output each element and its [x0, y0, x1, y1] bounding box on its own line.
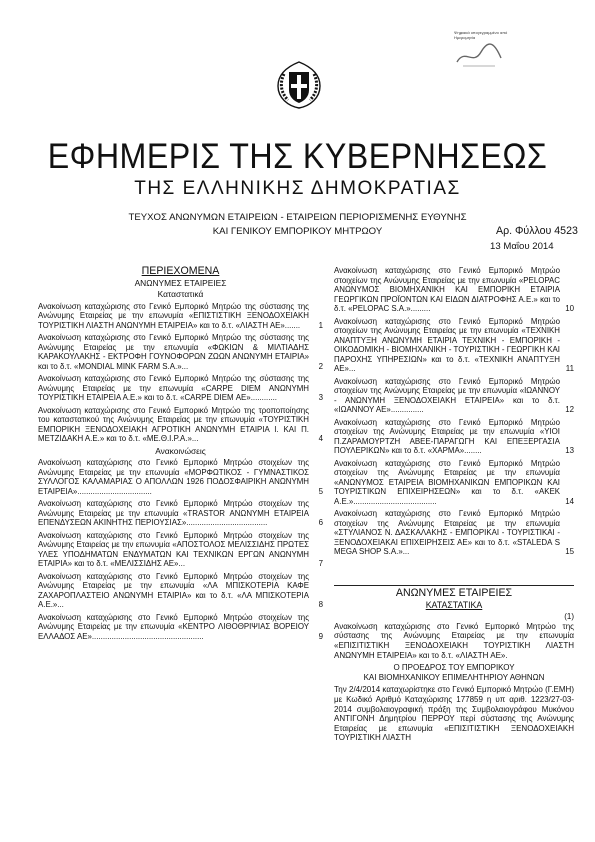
section-divider	[334, 585, 574, 586]
digital-signature-text	[454, 30, 507, 40]
toc-entry[interactable]	[334, 509, 574, 557]
toc-entry[interactable]	[38, 572, 323, 610]
signature-stamp-icon	[455, 40, 503, 70]
toc-subsection-title: Ανακοινώσεις	[155, 445, 206, 456]
president-title: ΚΑΙ ΒΙΟΜΗΧΑΝΙΚΟΥ ΕΠΙΜΕΛΗΤΗΡΙΟΥ ΑΘΗΝΩΝ	[363, 672, 545, 682]
toc-entry[interactable]	[38, 302, 323, 331]
toc-entry-number: 6	[318, 518, 323, 527]
toc-entry[interactable]	[38, 406, 323, 444]
toc-entry[interactable]	[38, 333, 323, 371]
body-paragraph: Την 2/4/2014 καταχωρίστηκε στο Γενικό Εμπορικό Μητρώο (Γ.ΕΜΗ) με Κωδικό Αριθμό Καταχώρισης 177859 η υπ αριθ. 1223/27-03-2014 συμβολαιογραφική πράξη της Συμβολαιογράφου Μυκόνου ΑΝΤΙΓΟΝΗ Δημητρίου ΠΕΡΡΟΥ περί σύστασης της Ανώνυμης Εταιρείας με επωνυμία «ΕΠΙΣΙΤΙΣΤΙΚΗ ΞΕΝΟΔΟΧΕΙΑΚΗ ΤΟΥΡΙΣΤΙΚΗ ΛΙΑΣΤΗ	[334, 685, 574, 743]
issue-date: 13 Μαΐου 2014	[490, 241, 554, 252]
toc-subsection-title: Καταστατικά	[157, 289, 204, 299]
toc-entry-number: 14	[565, 496, 574, 506]
president-title: Ο ΠΡΟΕΔΡΟΣ ΤΟΥ ΕΜΠΟΡΙΚΟΥ	[393, 663, 515, 673]
sheet-number: Αρ. Φύλλου 4523	[496, 225, 578, 237]
toc-heading: ΠΕΡΙΕΧΟΜΕΝΑ	[141, 265, 220, 277]
toc-entry-number: 10	[565, 304, 574, 313]
gazette-title: ΕΦΗΜΕΡΙΣ ΤΗΣ ΚΥΒΕΡΝΗΣΕΩΣ	[47, 137, 548, 176]
item-intro: Ανακοίνωση καταχώρισης στο Γενικό Εμπορικό Μητρώο της σύστασης της Ανώνυμης Εταιρείας με την επωνυμία «ΕΠΙΣΙΤΙΣΤΙΚΗ ΞΕΝΟΔΟΧΕΙΑΚΗ ΤΟΥΡΙΣΤΙΚΗ ΛΙΑΣΤΗ ΑΝΩΝΥΜΗ ΕΤΑΙΡΕΙΑ» και το δ.τ. «ΛΙΑΣΤΗ ΑΕ».	[334, 621, 574, 660]
toc-entry-number: 11	[565, 364, 574, 373]
issue-type-line: ΚΑΙ ΓΕΝΙΚΟΥ ΕΜΠΟΡΙΚΟΥ ΜΗΤΡΩΟΥ	[212, 226, 383, 237]
toc-entry-text: Ανακοίνωση καταχώρισης στο Γενικό Εμπορικό Μητρώο της τροποποίησης του καταστατικού της Ανώνυμης Εταιρείας με την επωνυμία «ΤΟΥΡΙΣΤΙΚΗ ΕΜΠΟΡΙΚΗ ΞΕΝΟΔΟΧΕΙΑΚΗ ΑΓΡΟΤΙΚΗ ΑΝΩΝΥΜΗ ΕΤΑΙΡΙΑ Ι. ΚΑΙ Π. ΜΕΤΖΙΔΑΚΗ Α.Ε.» και το δ.τ. «ΜΕ.Θ.Ι.Ρ.Α.»...	[38, 405, 309, 443]
toc-entry-number: 15	[565, 547, 574, 556]
toc-left-column	[38, 264, 323, 644]
toc-entry[interactable]	[38, 499, 323, 528]
toc-entry[interactable]	[334, 418, 574, 456]
toc-entry-text: Ανακοίνωση καταχώρισης στο Γενικό Εμπορικό Μητρώο της σύστασης της Ανώνυμης Εταιρείας με την επωνυμία «ΕΠΙΣΤΙΣΤΙΚΗ ΞΕΝΟΔΟΧΕΙΑΚΗ ΤΟΥΡΙΣΤΙΚΗ ΛΙΑΣΤΗ ΑΝΩΝΥΜΗ ΕΤΑΙΡΕΙΑ» και το δ.τ. «ΛΙΑΣΤΗ ΑΕ».......	[38, 301, 309, 330]
toc-entry-text: Ανακοίνωση καταχώρισης στο Γενικό Εμπορικό Μητρώο στοιχείων της Ανώνυμης Εταιρείας με την επωνυμία «ΚΕΝΤΡΟ ΛΙΘΟΘΡΙΨΙΑΣ ΒΟΡΕΙΟΥ ΕΛΛΑΔΟΣ ΑΕ»...................................................	[38, 612, 309, 641]
toc-entry[interactable]	[334, 459, 574, 507]
toc-entry-number: 5	[318, 486, 323, 496]
toc-entry[interactable]	[334, 377, 574, 415]
signature-line: Ημερομηνία	[454, 35, 476, 40]
signature-line: Ψηφιακά υπογεγραμμένο από	[454, 30, 508, 35]
toc-entry-number: 7	[318, 559, 323, 568]
toc-entry-number: 9	[318, 631, 323, 641]
issue-type-line: ΤΕΥΧΟΣ ΑΝΩΝΥΜΩΝ ΕΤΑΙΡΕΙΩΝ - ΕΤΑΙΡΕΙΩΝ ΠΕΡΙΟΡΙΣΜΕΝΗΣ ΕΥΘΥΝΗΣ	[128, 212, 467, 223]
gazette-subtitle: ΤΗΣ ΕΛΛΗΝΙΚΗΣ ΔΗΜΟΚΡΑΤΙΑΣ	[134, 178, 461, 199]
toc-entry-number: 13	[565, 446, 574, 455]
toc-right-column	[334, 266, 574, 560]
toc-entry-text: Ανακοίνωση καταχώρισης στο Γενικό Εμπορικό Μητρώο στοιχείων της Ανώνυμης Εταιρείας με την επωνυμία «ΑΝΩΝΥΜΟΣ ΕΤΑΙΡΕΙΑ ΒΙΟΜΗΧΑΝΙΚΩΝ ΕΜΠΟΡΙΚΩΝ ΚΑΙ ΤΟΥΡΙΣΤΙΚΩΝ ΕΠΙΧΕΙΡΗΣΕΩΝ» και το δ.τ. «ΑΚΕΚ Α.Ε.»......................................	[334, 458, 560, 506]
toc-entry[interactable]	[334, 317, 574, 374]
toc-entry-text: Ανακοίνωση καταχώρισης στο Γενικό Εμπορικό Μητρώο στοιχείων της Ανώνυμης Εταιρείας με την επωνυμία «ΙΩΑΝΝΟΥ - ΑΝΩΝΥΜΗ ΞΕΝΟΔΟΧΕΙΑΚΗ ΕΤΑΙΡΕΙΑ» και το δ.τ. «ΙΩΑΝΝΟΥ ΑΕ»...............	[334, 376, 560, 414]
toc-entry-text: Ανακοίνωση καταχώρισης στο Γενικό Εμπορικό Μητρώο στοιχείων της Ανώνυμης Εταιρείας με την επωνυμία «ΜΟΡΦΩΤΙΚΟΣ - ΓΥΜΝΑΣΤΙΚΟΣ ΣΥΛΛΟΓΟΣ ΚΑΛΑΜΑΡΙΑΣ Ο ΑΠΟΛΛΩΝ 1926 ΠΟΔΟΣΦΑΙΡΙΚΗ ΑΝΩΝΥΜΗ ΕΤΑΙΡΕΙΑ»..................................	[38, 458, 309, 496]
toc-entry-text: Ανακοίνωση καταχώρισης στο Γενικό Εμπορικό Μητρώο της σύστασης της Ανώνυμης Εταιρείας με την επωνυμία «ΦΩΚΙΩΝ & ΜΙΛΤΙΑΔΗΣ ΚΑΡΑΚΟΥΛΑΚΗΣ - ΕΚΤΡΟΦΗ ΓΟΥΝΟΦΟΡΩΝ ΖΩΩΝ ΑΝΩΝΥΜΗ ΕΤΑΙΡΙΑ» και το δ.τ. «MONDIAL MINK FARM S.A.»...	[38, 333, 309, 371]
body-heading: ΑΝΩΝΥΜΕΣ ΕΤΑΙΡΕΙΕΣ	[395, 587, 513, 599]
toc-section-title: ΑΝΩΝΥΜΕΣ ΕΤΑΙΡΕΙΕΣ	[134, 277, 227, 288]
toc-entry[interactable]	[38, 531, 323, 569]
toc-entry-text: Ανακοίνωση καταχώρισης στο Γενικό Εμπορικό Μητρώο στοιχείων της Ανώνυμης Εταιρείας με την επωνυμία «ΣΤΥΛΙΑΝΟΣ Ν. ΔΑΣΚΑΛΑΚΗΣ - ΕΜΠΟΡΙΚΑΙ - ΤΟΥΡΙΣΤΙΚΑΙ - ΞΕΝΟΔΟΧΕΙΑΚΑΙ ΕΠΙΧΕΙΡΗΣΕΙΣ ΑΕ» και το δ.τ. «STALEDA S MEGA SHOP S.A.»...	[334, 509, 560, 556]
toc-entry-text: Ανακοίνωση καταχώρισης στο Γενικό Εμπορικό Μητρώο στοιχείων της Ανώνυμης Εταιρείας με την επωνυμία «ΥΙΟΙ Π.ΖΑΡΑΜΟΥΡΤΖΗ ΑΒΕΕ-ΠΑΡΑΓΩΓΗ ΚΑΙ ΕΠΕΞΕΡΓΑΣΙΑ ΠΟΥΛΕΡΙΚΩΝ» και το δ.τ. «ΧΑΡΜΑ»........	[334, 417, 560, 455]
toc-entry-text: Ανακοίνωση καταχώρισης στο Γενικό Εμπορικό Μητρώο στοιχείων της Ανώνυμης Εταιρείας με την επωνυμία «ΑΠΟΣΤΟΛΟΣ ΜΕΛΙΣΣΙΔΗΣ ΠΡΩΤΕΣ ΥΛΕΣ ΥΠΟΔΗΜΑΤΩΝ ΕΝΔΥΜΑΤΩΝ ΚΑΙ ΤΕΧΝΙΚΩΝ ΕΡΓΩΝ ΑΝΩΝΥΜΗ ΕΤΑΙΡΙΑ» και το δ.τ. «ΜΕΛΙΣΣΙΔΗΣ ΑΕ»...	[38, 530, 309, 568]
toc-entry-number: 8	[318, 600, 323, 609]
toc-entry-text: Ανακοίνωση καταχώρισης στο Γενικό Εμπορικό Μητρώο στοιχείων της Ανώνυμης Εταιρείας με την επωνυμία «ΤΕΧΝΙΚΗ ΑΝΑΠΤΥΞΗ ΑΝΩΝΥΜΗ ΕΤΑΙΡΙΑ ΤΕΧΝΙΚΗ - ΕΜΠΟΡΙΚΗ - ΟΙΚΟΔΟΜΙΚΗ - ΒΙΟΜΗΧΑΝΙΚΗ - ΤΟΥΡΙΣΤΙΚΗ - ΓΕΩΡΓΙΚΗ ΚΑΙ ΠΑΡΟΧΗΣ ΥΠΗΡΕΣΙΩΝ» και το δ.τ. «ΤΕΧΝΙΚΗ ΑΝΑΠΤΥΞΗ ΑΕ»...	[334, 316, 560, 373]
toc-entry-number: 2	[318, 361, 323, 371]
toc-entry-number: 4	[318, 434, 323, 443]
toc-entry-number: 12	[565, 405, 574, 414]
toc-entry[interactable]	[38, 374, 323, 403]
toc-entry[interactable]	[38, 613, 323, 642]
toc-entry-number: 3	[318, 393, 323, 402]
greek-coat-of-arms-icon	[274, 60, 324, 110]
body-section	[334, 589, 574, 746]
toc-entry-text: Ανακοίνωση καταχώρισης στο Γενικό Εμπορικό Μητρώο στοιχείων της Ανώνυμης Εταιρείας με την επωνυμία «ΛΑ ΜΠΙΣΚΟΤΕΡΙΑ ΚΑΦΕ ΖΑΧΑΡΟΠΛΑΣΤΕΙΟ ΑΝΩΝΥΜΗ ΕΤΑΙΡΙΑ» και το δ.τ. «ΛΑ ΜΠΙΣΚΟΤΕΡΙΑ Α.Ε.»...	[38, 571, 309, 609]
toc-entry-number: 1	[318, 320, 323, 330]
body-subheading: ΚΑΤΑΣΤΑΤΙΚΑ	[425, 599, 483, 610]
toc-entry[interactable]	[334, 266, 574, 314]
item-number: (1)	[564, 612, 574, 622]
toc-entry[interactable]	[38, 458, 323, 496]
toc-entry-text: Ανακοίνωση καταχώρισης στο Γενικό Εμπορικό Μητρώο στοιχείων της Ανώνυμης Εταιρείας με την επωνυμία «PELOPAC ΑΝΩΝΥΜΟΣ ΒΙΟΜΗΧΑΝΙΚΗ ΚΑΙ ΕΜΠΟΡΙΚΗ ΕΤΑΙΡΙΑ ΓΕΩΡΓΙΚΩΝ ΠΡΟΪΟΝΤΩΝ ΚΑΙ ΕΙΔΩΝ ΔΙΑΤΡΟΦΗΣ Α.Ε.» και το δ.τ. «PELOPAC S.A.».........	[334, 266, 560, 313]
toc-entry-text: Ανακοίνωση καταχώρισης στο Γενικό Εμπορικό Μητρώο της σύστασης της Ανώνυμης Εταιρείας με την επωνυμία «CARPE DIEM ΑΝΩΝΥΜΗ ΤΟΥΡΙΣΤΙΚΗ ΕΤΑΙΡΕΙΑ Α.Ε.» και το δ.τ. «CARPE DIEM ΑΕ»............	[38, 374, 309, 402]
toc-entry-text: Ανακοίνωση καταχώρισης στο Γενικό Εμπορικό Μητρώο στοιχείων της Ανώνυμης Εταιρείας με την επωνυμία «TRASTOR ΑΝΩΝΥΜΗ ΕΤΑΙΡΕΙΑ ΕΠΕΝΔΥΣΕΩΝ ΑΚΙΝΗΤΗΣ ΠΕΡΙΟΥΣΙΑΣ».....................................	[38, 499, 309, 527]
